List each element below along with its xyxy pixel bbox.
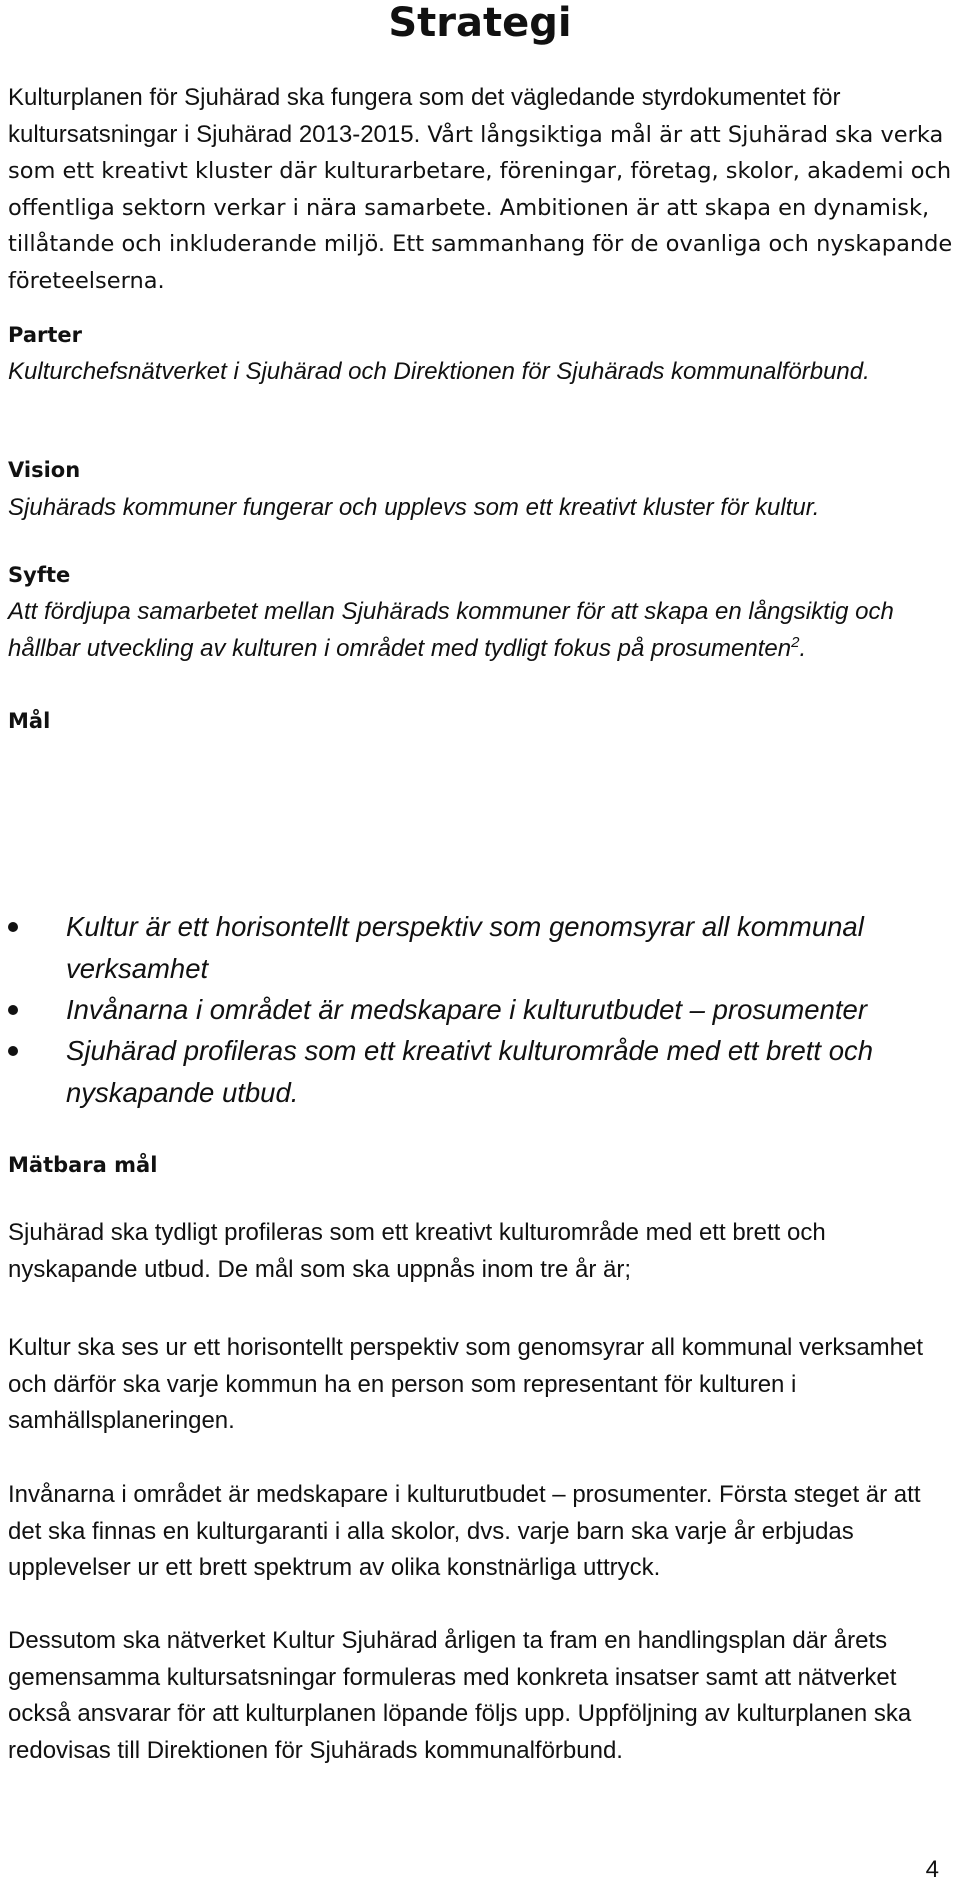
vision-text: Sjuhärads kommuner fungerar och upplevs som ett kreativt kluster för kultur. [8, 494, 820, 521]
page-title: Strategi [388, 0, 572, 46]
matbara-mal-heading: Mätbara mål [8, 1153, 158, 1177]
goal-text: Invånarna i området är medskapare i kulturutbudet – prosumenter [66, 994, 867, 1025]
syfte-body: Att fördjupa samarbetet mellan Sjuhärads kommuner för att skapa en långsiktig och hållbar utveckling av kulturen i området med tydligt fokus på prosumenten [8, 598, 894, 662]
matbara-paragraph-2: Kultur ska ses ur ett horisontellt perspektiv som genomsyrar all kommunal verksamhet och därför ska varje kommun ha en person som representant för kulturen i samhällsplaneringen. [8, 1334, 924, 1434]
matbara-paragraph-3: Invånarna i området är medskapare i kulturutbudet – prosumenter. Första steget är att det ska finnas en kulturgaranti i alla skolor, dvs. varje barn ska varje år erbjudas upplevelser ur ett brett spektrum av olika konstnärliga uttryck. [8, 1481, 921, 1581]
mal-heading: Mål [8, 709, 51, 733]
goal-list [0, 906, 960, 1114]
matbara-paragraph-1: Sjuhärad ska tydligt profileras som ett kreativt kulturområde med ett brett och nyskapande utbud. De mål som ska uppnås inom tre år är; [8, 1219, 826, 1283]
bullet-icon [8, 922, 18, 932]
vision-heading: Vision [8, 458, 81, 482]
intro-text-part1: Kulturplanen för Sjuhärad ska fungera som det vägledande styrdokumentet för kultursatsningar i Sjuhärad 2013-2015. [8, 84, 841, 148]
footnote-reference: 2 [791, 633, 800, 651]
bullet-icon [8, 1005, 18, 1015]
syfte-text [8, 594, 943, 667]
page-number: 4 [925, 1856, 939, 1883]
intro-text-part3: Ambitionen är att skapa en dynamisk, tillåtande och inkluderande miljö. Ett sammanhang för de ovanliga och nyskapande företeelserna. [8, 194, 953, 294]
intro-text-part2: Vårt långsiktiga mål är att Sjuhärad ska verka som ett kreativt kluster där kulturarbetare, föreningar, företag, skolor, akademi och offentliga sektorn verkar i nära samarbete. [8, 121, 952, 221]
syfte-end: . [799, 634, 807, 662]
goal-text: Kultur är ett horisontellt perspektiv som genomsyrar all kommunal verksamhet [66, 911, 864, 984]
syfte-heading: Syfte [8, 563, 71, 587]
matbara-paragraph-4: Dessutom ska nätverket Kultur Sjuhärad årligen ta fram en handlingsplan där årets gemensamma kultursatsningar formuleras med konkreta insatser samt att nätverket också ansvarar för att kulturplanen löpande följs upp. Uppföljning av kulturplanen ska redovisas till Direktionen för Sjuhärads kommunalförbund. [8, 1627, 912, 1764]
bullet-icon [8, 1046, 18, 1056]
intro-paragraph [8, 80, 953, 299]
parter-text: Kulturchefsnätverket i Sjuhärad och Direktionen för Sjuhärads kommunalförbund. [8, 358, 870, 385]
goal-item [0, 1030, 946, 1114]
goal-item [0, 989, 946, 1031]
parter-heading: Parter [8, 323, 82, 347]
goal-item [0, 906, 946, 990]
goal-text: Sjuhärad profileras som ett kreativt kulturområde med ett brett och nyskapande utbud. [66, 1035, 874, 1108]
